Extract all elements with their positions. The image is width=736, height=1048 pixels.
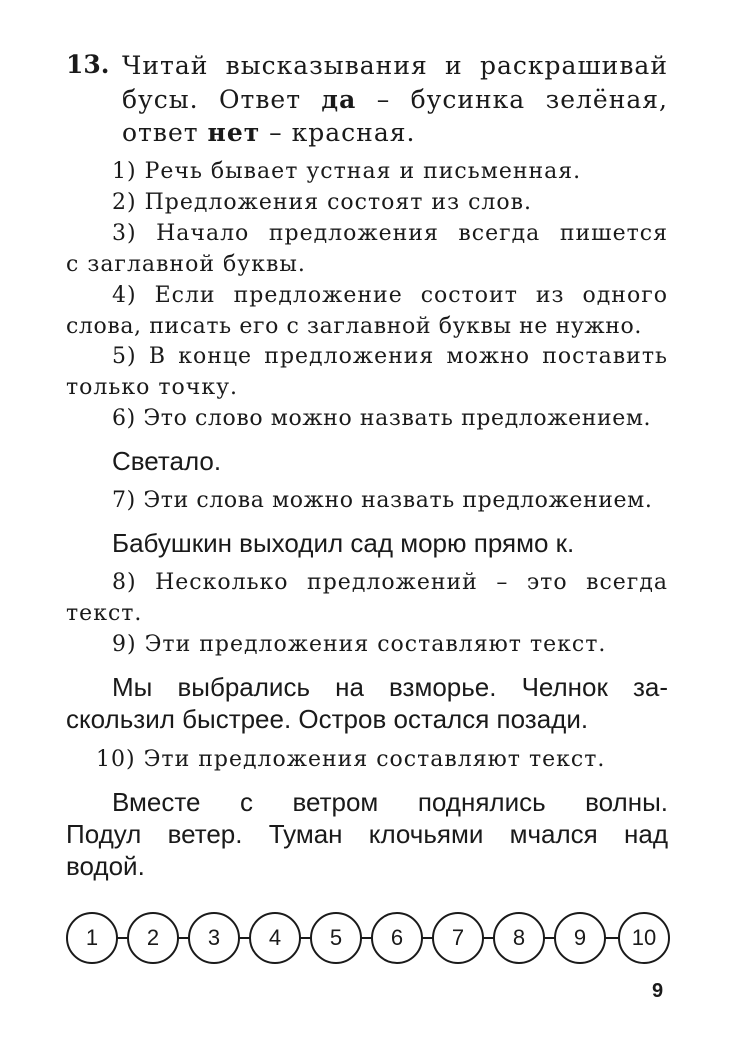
instruction-line-1: [122, 50, 668, 82]
instruction-line-2: [122, 84, 668, 116]
statement-5-cont: только точку.: [66, 375, 239, 400]
instruction-text: – красная.: [260, 118, 416, 147]
statement-4: 4) Если предложение состоит из одного: [112, 283, 668, 308]
example-10-line-3: водой.: [66, 851, 145, 881]
bead-7[interactable]: 7: [432, 912, 484, 964]
example-10-line-1: Вместе с ветром поднялись волны.: [112, 787, 668, 817]
bead-10[interactable]: 10: [618, 912, 670, 964]
statement-2: 2) Предложения состоят из слов.: [112, 190, 533, 215]
task-number: 13.: [66, 50, 110, 79]
statement-6: 6) Это слово можно назвать предложением.: [112, 406, 652, 431]
statement-10: 10) Эти предложения составляют текст.: [96, 747, 606, 772]
statement-4-cont: слова, писать его с заглавной буквы не нужно.: [66, 314, 642, 339]
bead-5[interactable]: 5: [310, 912, 362, 964]
statement-3: 3) Начало предложения всегда пишется: [112, 221, 668, 246]
bead-9[interactable]: 9: [554, 912, 606, 964]
example-6: Светало.: [112, 446, 222, 476]
example-9-line-1: Мы выбрались на взморье. Челнок за-: [112, 672, 668, 702]
bead-4[interactable]: 4: [249, 912, 301, 964]
instruction-text: Читай высказывания и раскрашивай: [122, 51, 668, 80]
instruction-text: ответ: [122, 118, 208, 147]
instruction-text: бусы. Ответ: [122, 85, 322, 114]
bead-2[interactable]: 2: [127, 912, 179, 964]
bead-3[interactable]: 3: [188, 912, 240, 964]
instruction-text: – бусинка зелёная,: [356, 85, 668, 114]
statement-1: 1) Речь бывает устная и письменная.: [112, 159, 582, 184]
example-9-line-2: скользил быстрее. Остров остался позади.: [66, 704, 589, 734]
beads-string: [66, 912, 670, 964]
statement-3-cont: с заглавной буквы.: [66, 252, 306, 277]
page-number: 9: [652, 980, 664, 1002]
statement-5: 5) В конце предложения можно поставить: [112, 344, 668, 369]
bead-8[interactable]: 8: [493, 912, 545, 964]
statement-8-cont: текст.: [66, 601, 143, 626]
bead-1[interactable]: 1: [66, 912, 118, 964]
answer-yes-word: да: [321, 85, 357, 114]
statement-9: 9) Эти предложения составляют текст.: [112, 632, 607, 657]
answer-no-word: нет: [207, 118, 261, 147]
statement-8: 8) Несколько предложений – это всегда: [112, 570, 668, 595]
example-7: Бабушкин выходил сад морю прямо к.: [112, 528, 575, 558]
bead-6[interactable]: 6: [371, 912, 423, 964]
statement-7: 7) Эти слова можно назвать предложением.: [112, 488, 653, 513]
example-10-line-2: Подул ветер. Туман клочьями мчался над: [66, 819, 668, 849]
instruction-line-3: [122, 117, 668, 149]
